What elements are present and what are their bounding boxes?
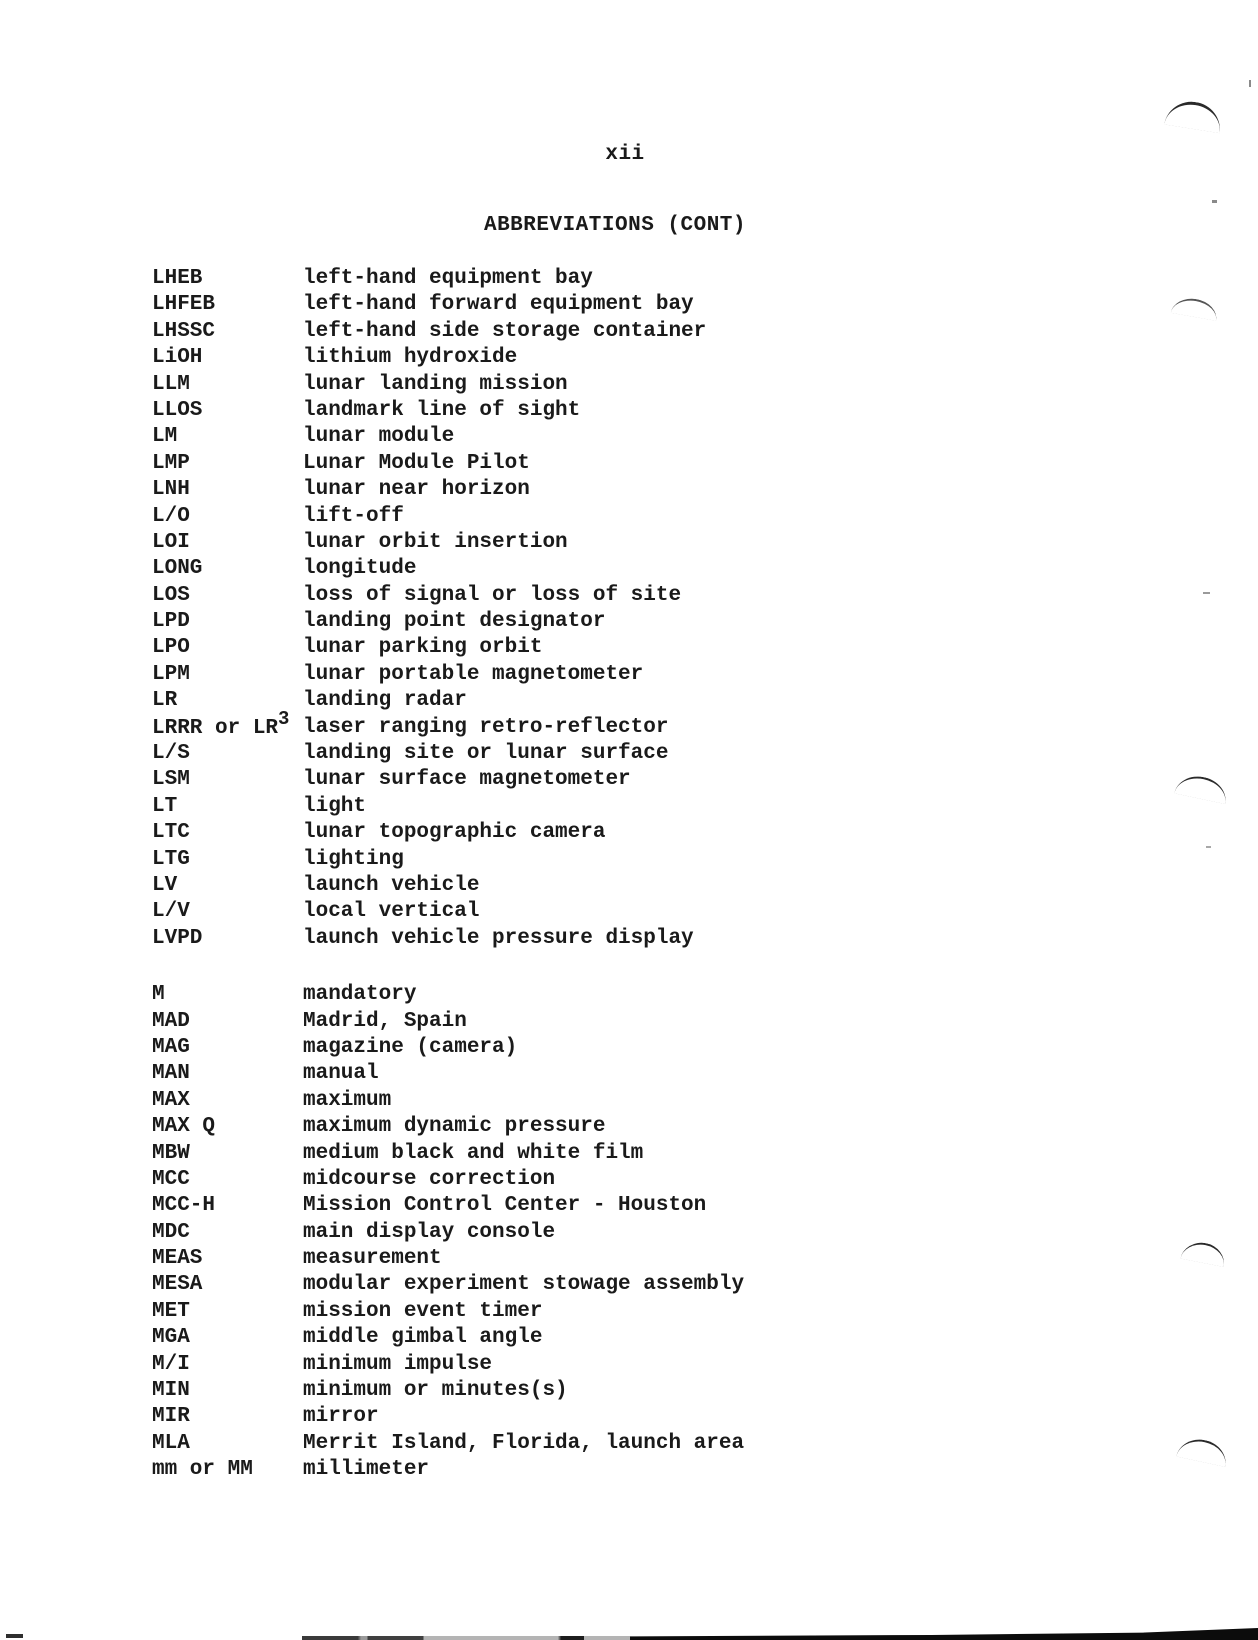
abbrev-definition: middle gimbal angle xyxy=(303,1326,543,1350)
abbrev-definition: measurement xyxy=(303,1247,442,1271)
abbrev-definition: mirror xyxy=(303,1405,379,1429)
abbrev-term: MAG xyxy=(152,1035,190,1059)
abbrev-definition: magazine (camera) xyxy=(303,1035,518,1059)
abbrev-section xyxy=(152,982,1052,1483)
abbrev-row xyxy=(152,504,1052,530)
abbrev-row xyxy=(152,767,1052,793)
abbrev-row xyxy=(152,1061,1052,1087)
abbrev-row xyxy=(152,1431,1052,1457)
abbrev-term: LMP xyxy=(152,451,190,475)
abbrev-definition: maximum xyxy=(303,1088,392,1112)
abbrev-row xyxy=(152,635,1052,661)
abbrev-row xyxy=(152,662,1052,688)
abbrev-row xyxy=(152,820,1052,846)
abbrev-row xyxy=(152,1378,1052,1404)
abbrev-definition: Lunar Module Pilot xyxy=(303,451,530,475)
abbrev-term: LONG xyxy=(152,557,203,581)
abbrev-term: MAD xyxy=(152,1009,190,1033)
abbreviations-list xyxy=(152,266,1052,1484)
abbrev-term: MIR xyxy=(152,1405,190,1429)
abbrev-section xyxy=(152,266,1052,952)
scan-artifact-arc xyxy=(1171,295,1219,321)
abbrev-row xyxy=(152,1272,1052,1298)
abbrev-row xyxy=(152,1193,1052,1219)
abbrev-term: MAN xyxy=(152,1062,190,1086)
abbrev-definition: mission event timer xyxy=(303,1299,543,1323)
abbrev-term: MCC xyxy=(152,1167,190,1191)
abbrev-definition: lunar topographic camera xyxy=(303,821,606,845)
abbrev-definition: medium black and white film xyxy=(303,1141,644,1165)
abbrev-term: MAX Q xyxy=(152,1115,216,1139)
abbrev-term: MLA xyxy=(152,1431,190,1455)
abbrev-term: LNH xyxy=(152,478,190,502)
abbrev-term: LVPD xyxy=(152,926,203,950)
abbrev-definition: landing point designator xyxy=(303,610,606,634)
abbrev-row xyxy=(152,398,1052,424)
abbrev-term: MDC xyxy=(152,1220,190,1244)
abbrev-definition: main display console xyxy=(303,1220,556,1244)
abbrev-term: LOI xyxy=(152,530,190,554)
abbrev-term: LR xyxy=(152,689,178,713)
abbrev-definition: millimeter xyxy=(303,1458,430,1482)
abbrev-row xyxy=(152,847,1052,873)
abbrev-term: MIN xyxy=(152,1379,190,1403)
abbrev-term: LT xyxy=(152,794,178,818)
abbrev-term: MGA xyxy=(152,1326,190,1350)
abbrev-row xyxy=(152,982,1052,1008)
abbrev-row xyxy=(152,530,1052,556)
abbrev-term: LRRR or LR3 xyxy=(152,707,290,740)
abbrev-term: MBW xyxy=(152,1141,190,1165)
abbrev-row xyxy=(152,609,1052,635)
abbrev-definition: lunar surface magnetometer xyxy=(303,768,631,792)
abbrev-definition: minimum or minutes(s) xyxy=(303,1379,568,1403)
abbrev-definition: landing site or lunar surface xyxy=(303,742,669,766)
abbrev-definition: lunar near horizon xyxy=(303,478,530,502)
scan-artifact-speck xyxy=(1203,592,1210,594)
abbrev-term: LHSSC xyxy=(152,319,216,343)
abbrev-row xyxy=(152,794,1052,820)
abbrev-row xyxy=(152,583,1052,609)
scan-artifact-bottom-bar xyxy=(630,1628,1258,1640)
abbrev-row xyxy=(152,451,1052,477)
scan-artifact-arc xyxy=(1164,98,1224,133)
abbrev-definition: light xyxy=(303,794,367,818)
abbrev-term: MAX xyxy=(152,1088,190,1112)
abbrev-definition: lunar parking orbit xyxy=(303,636,543,660)
abbrev-term: LTG xyxy=(152,847,190,871)
abbrev-definition: mandatory xyxy=(303,983,417,1007)
abbrev-row xyxy=(152,319,1052,345)
abbrev-term: MCC-H xyxy=(152,1194,216,1218)
abbrev-row xyxy=(152,292,1052,318)
abbrev-definition: manual xyxy=(303,1062,379,1086)
abbrev-definition: left-hand equipment bay xyxy=(303,267,593,290)
abbrev-term: L/V xyxy=(152,900,190,924)
abbrev-definition: lunar portable magnetometer xyxy=(303,662,644,686)
abbrev-term: L/O xyxy=(152,504,190,528)
abbrev-definition: loss of signal or loss of site xyxy=(303,583,682,607)
abbrev-row xyxy=(152,1220,1052,1246)
abbrev-row xyxy=(152,1167,1052,1193)
abbrev-definition: lighting xyxy=(303,847,404,871)
abbrev-definition: Madrid, Spain xyxy=(303,1009,467,1033)
abbrev-row xyxy=(152,556,1052,582)
abbrev-row xyxy=(152,477,1052,503)
abbrev-definition: local vertical xyxy=(303,900,480,924)
scan-artifact-speck xyxy=(1249,80,1251,87)
scan-artifact-bottom-left xyxy=(6,1634,23,1638)
abbrev-row xyxy=(152,1299,1052,1325)
scan-artifact-speck xyxy=(1206,846,1211,848)
abbrev-definition: minimum impulse xyxy=(303,1352,493,1376)
abbrev-row xyxy=(152,926,1052,952)
abbrev-term: mm or MM xyxy=(152,1458,253,1482)
abbrev-term: MEAS xyxy=(152,1247,203,1271)
abbrev-definition: landing radar xyxy=(303,689,467,713)
abbrev-row xyxy=(152,1141,1052,1167)
abbrev-row xyxy=(152,899,1052,925)
abbrev-term: LLOS xyxy=(152,398,203,422)
abbrev-definition: left-hand forward equipment bay xyxy=(303,293,694,317)
abbrev-term: LOS xyxy=(152,583,190,607)
abbrev-term: LM xyxy=(152,425,178,449)
abbrev-row xyxy=(152,1352,1052,1378)
abbrev-term: MET xyxy=(152,1299,190,1323)
abbrev-term-superscript: 3 xyxy=(278,707,290,730)
abbrev-definition: landmark line of sight xyxy=(303,398,581,422)
abbrev-row xyxy=(152,873,1052,899)
abbrev-definition: longitude xyxy=(303,557,417,581)
scan-artifact-arc xyxy=(1176,1435,1229,1467)
scan-artifact-arc xyxy=(1174,772,1229,804)
abbrev-definition: modular experiment stowage assembly xyxy=(303,1273,745,1297)
scan-artifact-speck xyxy=(1212,200,1217,203)
abbrev-row xyxy=(152,1114,1052,1140)
abbrev-definition: lithium hydroxide xyxy=(303,346,518,370)
abbrev-row xyxy=(152,1457,1052,1483)
abbrev-term: LHFEB xyxy=(152,293,216,317)
abbrev-term: M xyxy=(152,983,165,1007)
scan-artifact-bottom-bar xyxy=(302,1636,630,1640)
abbrev-term: LiOH xyxy=(152,346,203,370)
abbrev-term: M/I xyxy=(152,1352,190,1376)
abbrev-row xyxy=(152,1035,1052,1061)
abbrev-row xyxy=(152,1246,1052,1272)
abbrev-definition: lift-off xyxy=(303,504,404,528)
abbrev-term: LPO xyxy=(152,636,190,660)
page-title: ABBREVIATIONS (CONT) xyxy=(483,214,747,237)
abbrev-row xyxy=(152,1325,1052,1351)
abbrev-definition: Mission Control Center - Houston xyxy=(303,1194,707,1218)
page-number: xii xyxy=(605,143,645,166)
abbrev-row xyxy=(152,1404,1052,1430)
abbrev-row xyxy=(152,1088,1052,1114)
abbrev-definition: laser ranging retro-reflector xyxy=(303,715,669,739)
abbrev-term: LTC xyxy=(152,821,190,845)
abbrev-definition: launch vehicle pressure display xyxy=(303,926,694,950)
abbrev-row xyxy=(152,424,1052,450)
abbrev-term: LLM xyxy=(152,372,190,396)
abbrev-row xyxy=(152,707,1052,741)
abbrev-term: MESA xyxy=(152,1273,203,1297)
scan-artifact-arc xyxy=(1180,1239,1227,1267)
abbrev-definition: launch vehicle xyxy=(303,873,480,897)
abbrev-definition: lunar landing mission xyxy=(303,372,568,396)
abbrev-term: LV xyxy=(152,873,178,897)
abbrev-row xyxy=(152,266,1052,292)
abbrev-term: LPM xyxy=(152,662,190,686)
abbrev-definition: midcourse correction xyxy=(303,1167,556,1191)
abbrev-term: LHEB xyxy=(152,267,203,290)
abbrev-definition: left-hand side storage container xyxy=(303,319,707,343)
abbrev-row xyxy=(152,345,1052,371)
abbrev-row xyxy=(152,372,1052,398)
abbrev-definition: Merrit Island, Florida, launch area xyxy=(303,1431,745,1455)
abbrev-definition: lunar orbit insertion xyxy=(303,530,568,554)
abbrev-row xyxy=(152,741,1052,767)
abbrev-term: LPD xyxy=(152,610,190,634)
abbrev-definition: lunar module xyxy=(303,425,455,449)
abbrev-row xyxy=(152,1009,1052,1035)
abbrev-term: L/S xyxy=(152,742,190,766)
abbrev-term: LSM xyxy=(152,768,190,792)
abbrev-definition: maximum dynamic pressure xyxy=(303,1115,606,1139)
